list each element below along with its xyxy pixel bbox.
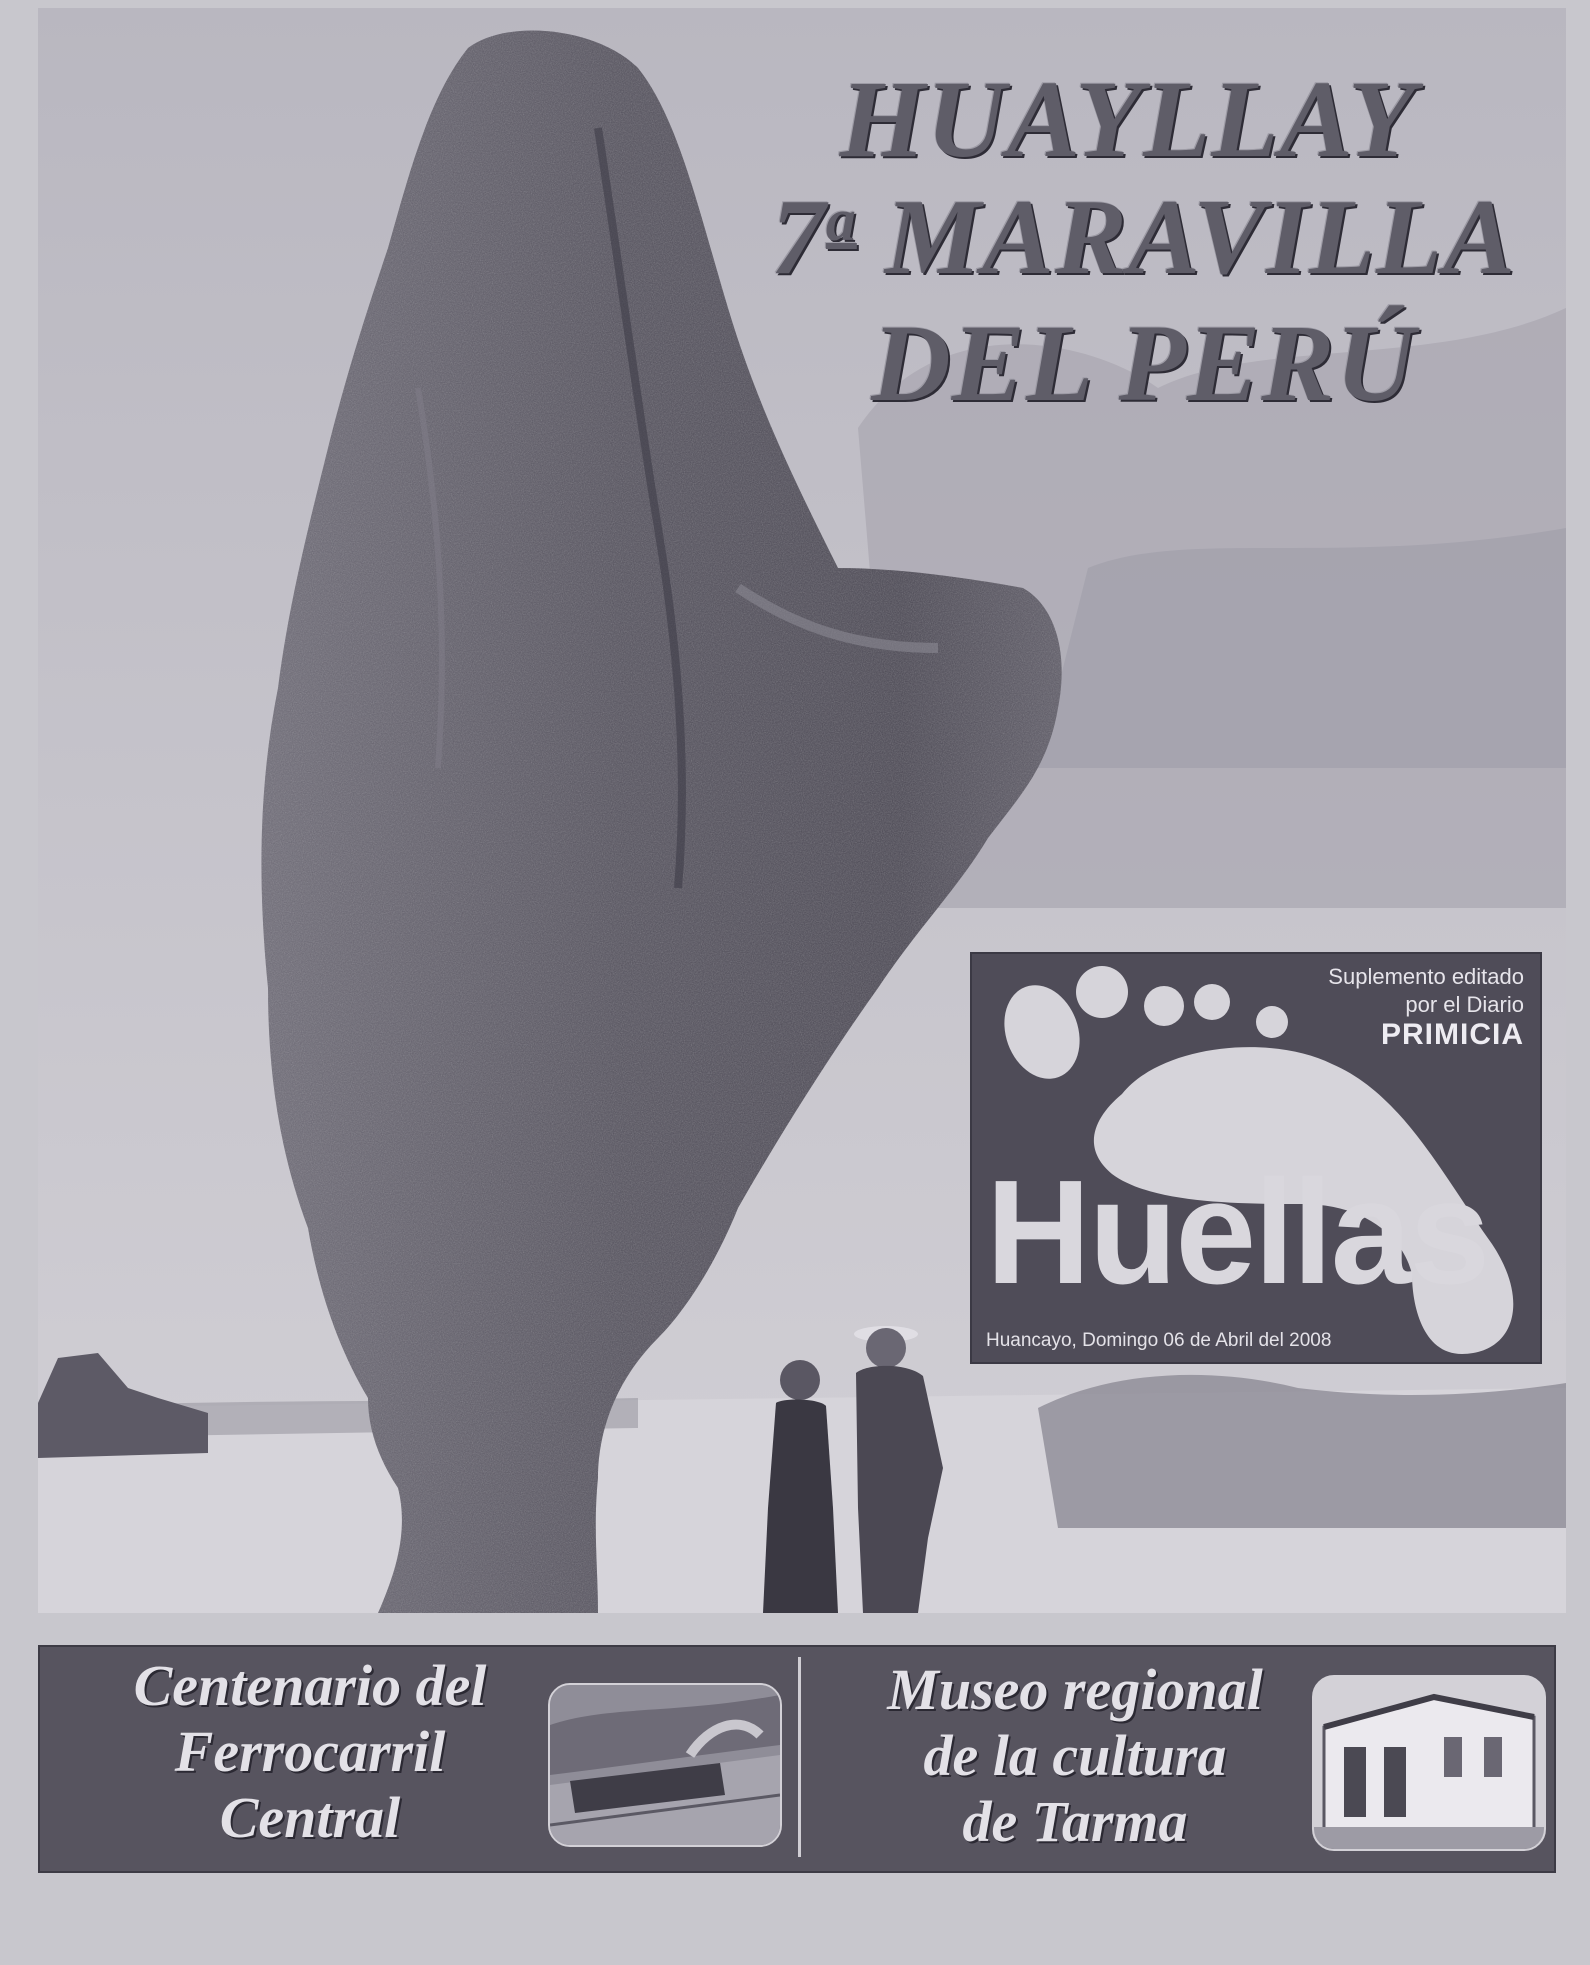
feature-title-line: Centenario del [133,1653,487,1718]
feature-title-line: Museo regional [887,1657,1263,1722]
dateline: Huancayo, Domingo 06 de Abril del 2008 [986,1330,1332,1351]
newspaper-name: PRIMICIA [1381,1018,1524,1051]
cover-title-maravilla [771,176,1516,300]
supplement-line-1: Suplemento editado [1328,964,1524,989]
cover-title-del-peru: DEL PERÚ [871,302,1416,424]
feature-museo-title[interactable] [810,1657,1340,1859]
maravilla-word: MARAVILLA [884,178,1516,297]
feature-banner [38,1645,1556,1873]
cover-photo-rock-formation [38,8,1566,1613]
ordinal-suffix: a [825,187,857,253]
museum-thumbnail-image[interactable] [1312,1675,1546,1851]
feature-ferrocarril-title[interactable] [50,1653,570,1855]
feature-title-line: Central [219,1785,401,1850]
banner-divider [798,1657,801,1857]
ordinal-number: 7 [770,178,826,297]
cover-title-huayllay: HUAYLLAY [839,58,1416,180]
huellas-supplement-masthead [970,952,1542,1364]
huellas-wordmark: Huellas [986,1150,1489,1315]
feature-title-line: Ferrocarril [174,1719,446,1784]
feature-title-line: de Tarma [962,1789,1188,1854]
feature-title-line: de la cultura [923,1723,1227,1788]
train-thumbnail-image[interactable] [548,1683,782,1847]
supplement-line-2: por el Diario [1405,992,1524,1017]
